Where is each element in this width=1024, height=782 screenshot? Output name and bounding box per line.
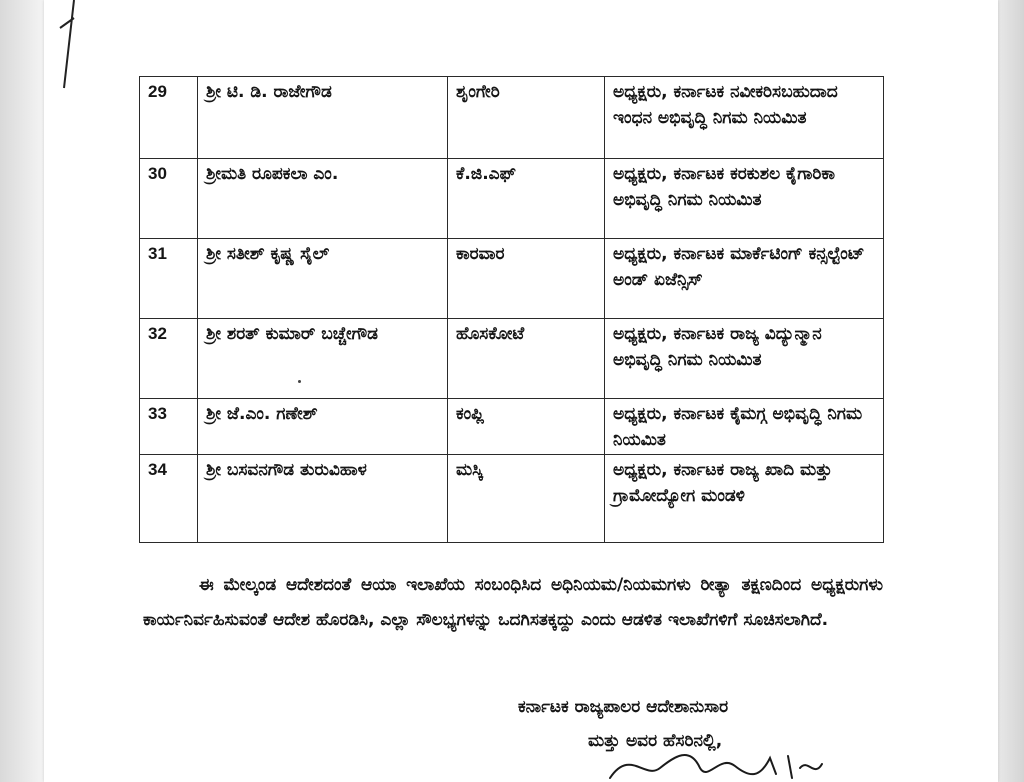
designation: ಅಧ್ಯಕ್ಷರು, ಕರ್ನಾಟಕ ರಾಜ್ಯ ವಿದ್ಯುನ್ಮಾನ ಅಭಿವೃದ್ಧಿ ನಿಗಮ ನಿಯಮಿತ <box>605 319 884 399</box>
table-row <box>140 319 884 399</box>
table-row <box>140 455 884 543</box>
designation: ಅಧ್ಯಕ್ಷರು, ಕರ್ನಾಟಕ ಕೈಮಗ್ಗ ಅಭಿವೃದ್ಧಿ ನಿಗಮ ನಿಯಮಿತ <box>605 399 884 455</box>
designation: ಅಧ್ಯಕ್ಷರು, ಕರ್ನಾಟಕ ರಾಜ್ಯ ಖಾದಿ ಮತ್ತು ಗ್ರಾಮೋದ್ಯೋಗ ಮಂಡಳಿ <box>605 455 884 543</box>
pen-mark-icon <box>52 0 92 90</box>
person-name: ಶ್ರೀ ಶರತ್ ಕುಮಾರ್ ಬಚ್ಚೇಗೌಡ <box>198 319 448 399</box>
appointments-table <box>139 76 884 543</box>
signature-line-2: ಮತ್ತು ಅವರ ಹೆಸರಿನಲ್ಲಿ, <box>588 731 723 751</box>
order-paragraph: ಈ ಮೇಲ್ಕಂಡ ಆದೇಶದಂತೆ ಆಯಾ ಇಲಾಖೆಯ ಸಂಬಂಧಿಸಿದ ಅಧಿನಿಯಮ/ನಿಯಮಗಳು ರೀತ್ಯಾ ತಕ್ಷಣದಿಂದ ಅಧ್ಯಕ್ಷರುಗಳು ಕಾರ್ಯನಿರ್ವಹಿಸುವಂತೆ ಆದೇಶ ಹೊರಡಿಸಿ, ಎಲ್ಲಾ ಸೌಲಭ್ಯಗಳನ್ನು ಒದಗಿಸತಕ್ಕದ್ದು ಎಂದು ಆಡಳಿತ ಇಲಾಖೆಗಳಿಗೆ ಸೂಚಿಸಲಾಗಿದೆ. <box>143 575 883 630</box>
row-number: 29 <box>140 77 198 159</box>
row-number: 31 <box>140 239 198 319</box>
person-name: ಶ್ರೀ ಟಿ. ಡಿ. ರಾಜೇಗೌಡ <box>198 77 448 159</box>
designation: ಅಧ್ಯಕ್ಷರು, ಕರ್ನಾಟಕ ಕರಕುಶಲ ಕೈಗಾರಿಕಾ ಅಭಿವೃದ್ಧಿ ನಿಗಮ ನಿಯಮಿತ <box>605 159 884 239</box>
signature-line-1: ಕರ್ನಾಟಕ ರಾಜ್ಯಪಾಲರ ಆದೇಶಾನುಸಾರ <box>518 697 729 717</box>
constituency: ಮಸ್ಕಿ <box>448 455 605 543</box>
table-row <box>140 399 884 455</box>
handwritten-signature-icon <box>600 738 830 782</box>
person-name: ಶ್ರೀ ಸತೀಶ್ ಕೃಷ್ಣ ಸೈಲ್ <box>198 239 448 319</box>
table-row <box>140 77 884 159</box>
stray-dot <box>298 380 301 383</box>
right-background <box>998 0 1024 782</box>
person-name: ಶ್ರೀಮತಿ ರೂಪಕಲಾ ಎಂ. <box>198 159 448 239</box>
row-number: 33 <box>140 399 198 455</box>
table-row <box>140 239 884 319</box>
left-background <box>0 0 44 782</box>
table-row <box>140 159 884 239</box>
constituency: ಶೃಂಗೇರಿ <box>448 77 605 159</box>
row-number: 34 <box>140 455 198 543</box>
designation: ಅಧ್ಯಕ್ಷರು, ಕರ್ನಾಟಕ ಮಾರ್ಕೆಟಿಂಗ್ ಕನ್ಸಲ್ಟೆಂಟ್ ಅಂಡ್ ಏಜೆನ್ಸಿಸ್ <box>605 239 884 319</box>
row-number: 30 <box>140 159 198 239</box>
constituency: ಹೊಸಕೋಟೆ <box>448 319 605 399</box>
person-name: ಶ್ರೀ ಜೆ.ಎಂ. ಗಣೇಶ್ <box>198 399 448 455</box>
row-number: 32 <box>140 319 198 399</box>
constituency: ಕಾರವಾರ <box>448 239 605 319</box>
person-name: ಶ್ರೀ ಬಸವನಗೌಡ ತುರುವಿಹಾಳ <box>198 455 448 543</box>
designation: ಅಧ್ಯಕ್ಷರು, ಕರ್ನಾಟಕ ನವೀಕರಿಸಬಹುದಾದ ಇಂಧನ ಅಭಿವೃದ್ಧಿ ನಿಗಮ ನಿಯಮಿತ <box>605 77 884 159</box>
constituency: ಕಂಪ್ಲಿ <box>448 399 605 455</box>
constituency: ಕೆ.ಜಿ.ಎಫ್ <box>448 159 605 239</box>
